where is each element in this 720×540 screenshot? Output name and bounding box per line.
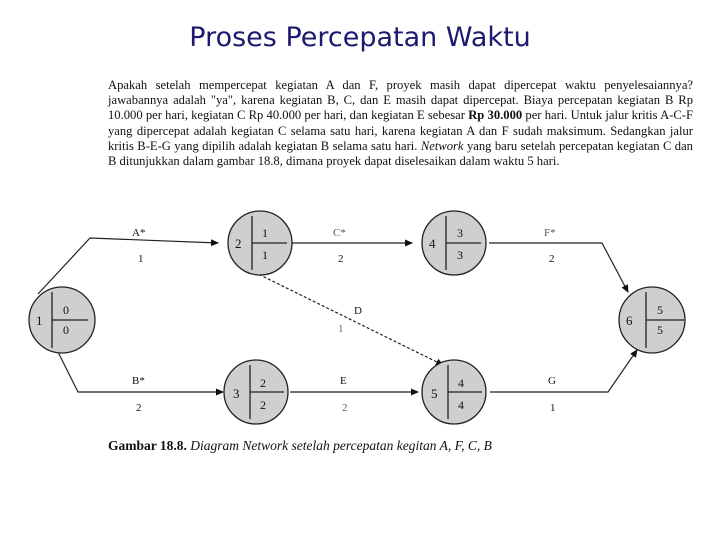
node-5-bottom: 4 [458,398,464,412]
node-2-bottom: 1 [262,248,268,262]
paragraph-cost-e: Rp 30.000 [468,108,523,123]
paragraph-part-3: per hari. Untuk jalur kritis A-C-F yang dipercepat adalah kegiatan C selama satu hari, karena kegiatan A dan F sudah maksimum. Sedangkan jalur kritis B-E-G yang dipilih adalah kegiatan B selama satu hari. [108,108,693,153]
activity-c-duration: 2 [338,253,344,265]
node-6-id: 6 [626,313,633,328]
explanation-paragraph [108,78,693,169]
activity-c-label: C* [333,227,346,239]
page-title: Proses Percepatan Waktu [189,22,531,53]
activity-e-duration: 2 [342,402,348,414]
figure-caption [108,438,668,454]
node-4-id: 4 [429,236,436,251]
paragraph-part-1: Apakah setelah mempercepat kegiatan A dan F, proyek masih dapat dipercepat waktu penyelesaiannya? jawabannya adalah "ya", karena kegiatan B, C, dan E masih dapat dipercepat. Biaya percepatan kegiatan B Rp 10.000 per hari, kegiatan C Rp 40.000 per hari, dan kegiatan E sebesar [108,78,693,123]
node-3 [224,360,288,424]
node-4 [422,211,486,275]
node-4-top: 3 [457,226,463,240]
activity-f-duration: 2 [549,253,555,265]
node-2-id: 2 [235,236,242,251]
node-3-id: 3 [233,386,240,401]
activity-f-label: F* [544,227,556,239]
network-diagram [0,200,720,435]
node-2-top: 1 [262,226,268,240]
paragraph-part-5: yang baru setelah percepatan kegiatan C dan B ditunjukkan dalam gambar 18.8, dimana proyek dapat diselesaikan dalam waktu 5 hari. [108,138,693,169]
caption-prefix: Gambar 18.8. [108,438,187,453]
node-3-top: 2 [260,376,266,390]
node-1-bottom: 0 [63,323,69,337]
caption-text: Diagram Network setelah percepatan kegitan A, F, C, B [190,438,492,453]
node-6 [619,287,685,353]
node-6-top: 5 [657,303,663,317]
node-1-top: 0 [63,303,69,317]
node-2 [228,211,292,275]
node-5 [422,360,486,424]
node-4-bottom: 3 [457,248,463,262]
activity-f-arrow [489,243,628,292]
activity-a-duration: 1 [138,253,144,265]
activity-g-duration: 1 [550,402,556,414]
activity-a-arrow [38,238,218,294]
activity-b-duration: 2 [136,402,142,414]
activity-g-label: G [548,375,556,387]
node-3-bottom: 2 [260,398,266,412]
activity-g-arrow [490,350,637,392]
node-6-bottom: 5 [657,323,663,337]
activity-e-label: E [340,375,347,387]
activity-b-label: B* [132,375,145,387]
node-1-id: 1 [36,313,43,328]
activity-d-arrow [250,270,443,365]
node-5-id: 5 [431,386,438,401]
paragraph-network-word: Network [420,138,464,153]
node-1 [29,287,95,353]
activity-a-label: A* [132,227,146,239]
activity-d-label: D [354,305,362,317]
node-5-top: 4 [458,376,464,390]
activity-d-duration: 1 [338,323,344,335]
